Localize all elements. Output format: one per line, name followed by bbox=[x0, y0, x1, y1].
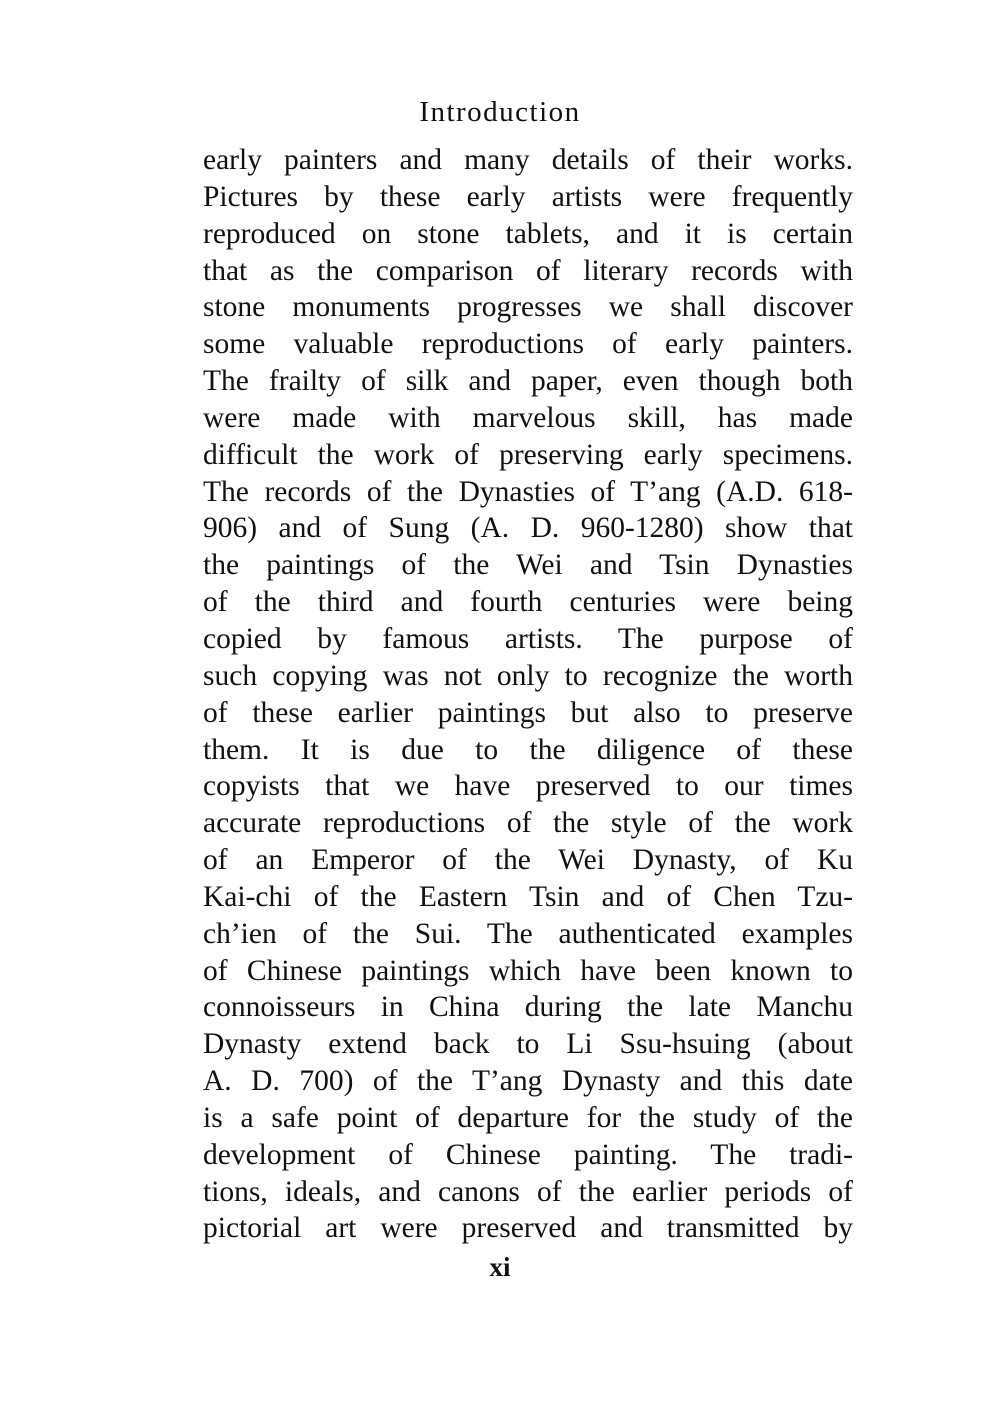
text-line: reproduced on stone tablets, and it is certain bbox=[203, 217, 853, 250]
text-line: Dynasty extend back to Li Ssu-hsuing (about bbox=[203, 1028, 853, 1061]
text-line: some valuable reproductions of early painters. bbox=[203, 328, 853, 361]
text-line: the paintings of the Wei and Tsin Dynasties bbox=[203, 549, 853, 582]
text-line: were made with marvelous skill, has made bbox=[203, 401, 853, 434]
text-line: that as the comparison of literary records with bbox=[203, 254, 853, 287]
text-line: of the third and fourth centuries were being bbox=[203, 586, 853, 619]
body-text bbox=[203, 142, 853, 1247]
text-line: is a safe point of departure for the study of the bbox=[203, 1101, 853, 1134]
text-line: Kai-chi of the Eastern Tsin and of Chen Tzu- bbox=[203, 880, 853, 913]
text-line: The records of the Dynasties of T’ang (A.D. 618- bbox=[203, 475, 853, 508]
text-line: The frailty of silk and paper, even though both bbox=[203, 365, 853, 398]
text-line: of Chinese paintings which have been known to bbox=[203, 954, 853, 987]
text-line: accurate reproductions of the style of the work bbox=[203, 807, 853, 840]
page-number: xi bbox=[489, 1252, 511, 1282]
text-line: early painters and many details of their works. bbox=[203, 144, 853, 176]
text-line: A. D. 700) of the T’ang Dynasty and this date bbox=[203, 1065, 853, 1098]
running-head: Introduction bbox=[419, 96, 581, 128]
text-line: 906) and of Sung (A. D. 960-1280) show that bbox=[203, 512, 853, 545]
text-line: ch’ien of the Sui. The authenticated examples bbox=[203, 917, 853, 950]
text-line: stone monuments progresses we shall discover bbox=[203, 291, 853, 324]
text-line: such copying was not only to recognize the worth bbox=[203, 659, 853, 692]
text-line: of these earlier paintings but also to preserve bbox=[203, 696, 853, 729]
text-line: Pictures by these early artists were frequently bbox=[203, 180, 853, 213]
text-line: copied by famous artists. The purpose of bbox=[203, 622, 853, 655]
text-line: tions, ideals, and canons of the earlier periods of bbox=[203, 1175, 853, 1208]
text-line: development of Chinese painting. The tradi- bbox=[203, 1138, 853, 1171]
text-line: pictorial art were preserved and transmitted by bbox=[203, 1212, 853, 1245]
text-line: them. It is due to the diligence of these bbox=[203, 733, 853, 766]
text-line: copyists that we have preserved to our times bbox=[203, 770, 853, 803]
text-line: difficult the work of preserving early specimens. bbox=[203, 438, 853, 471]
text-line: connoisseurs in China during the late Manchu bbox=[203, 991, 853, 1024]
text-line: of an Emperor of the Wei Dynasty, of Ku bbox=[203, 844, 853, 877]
